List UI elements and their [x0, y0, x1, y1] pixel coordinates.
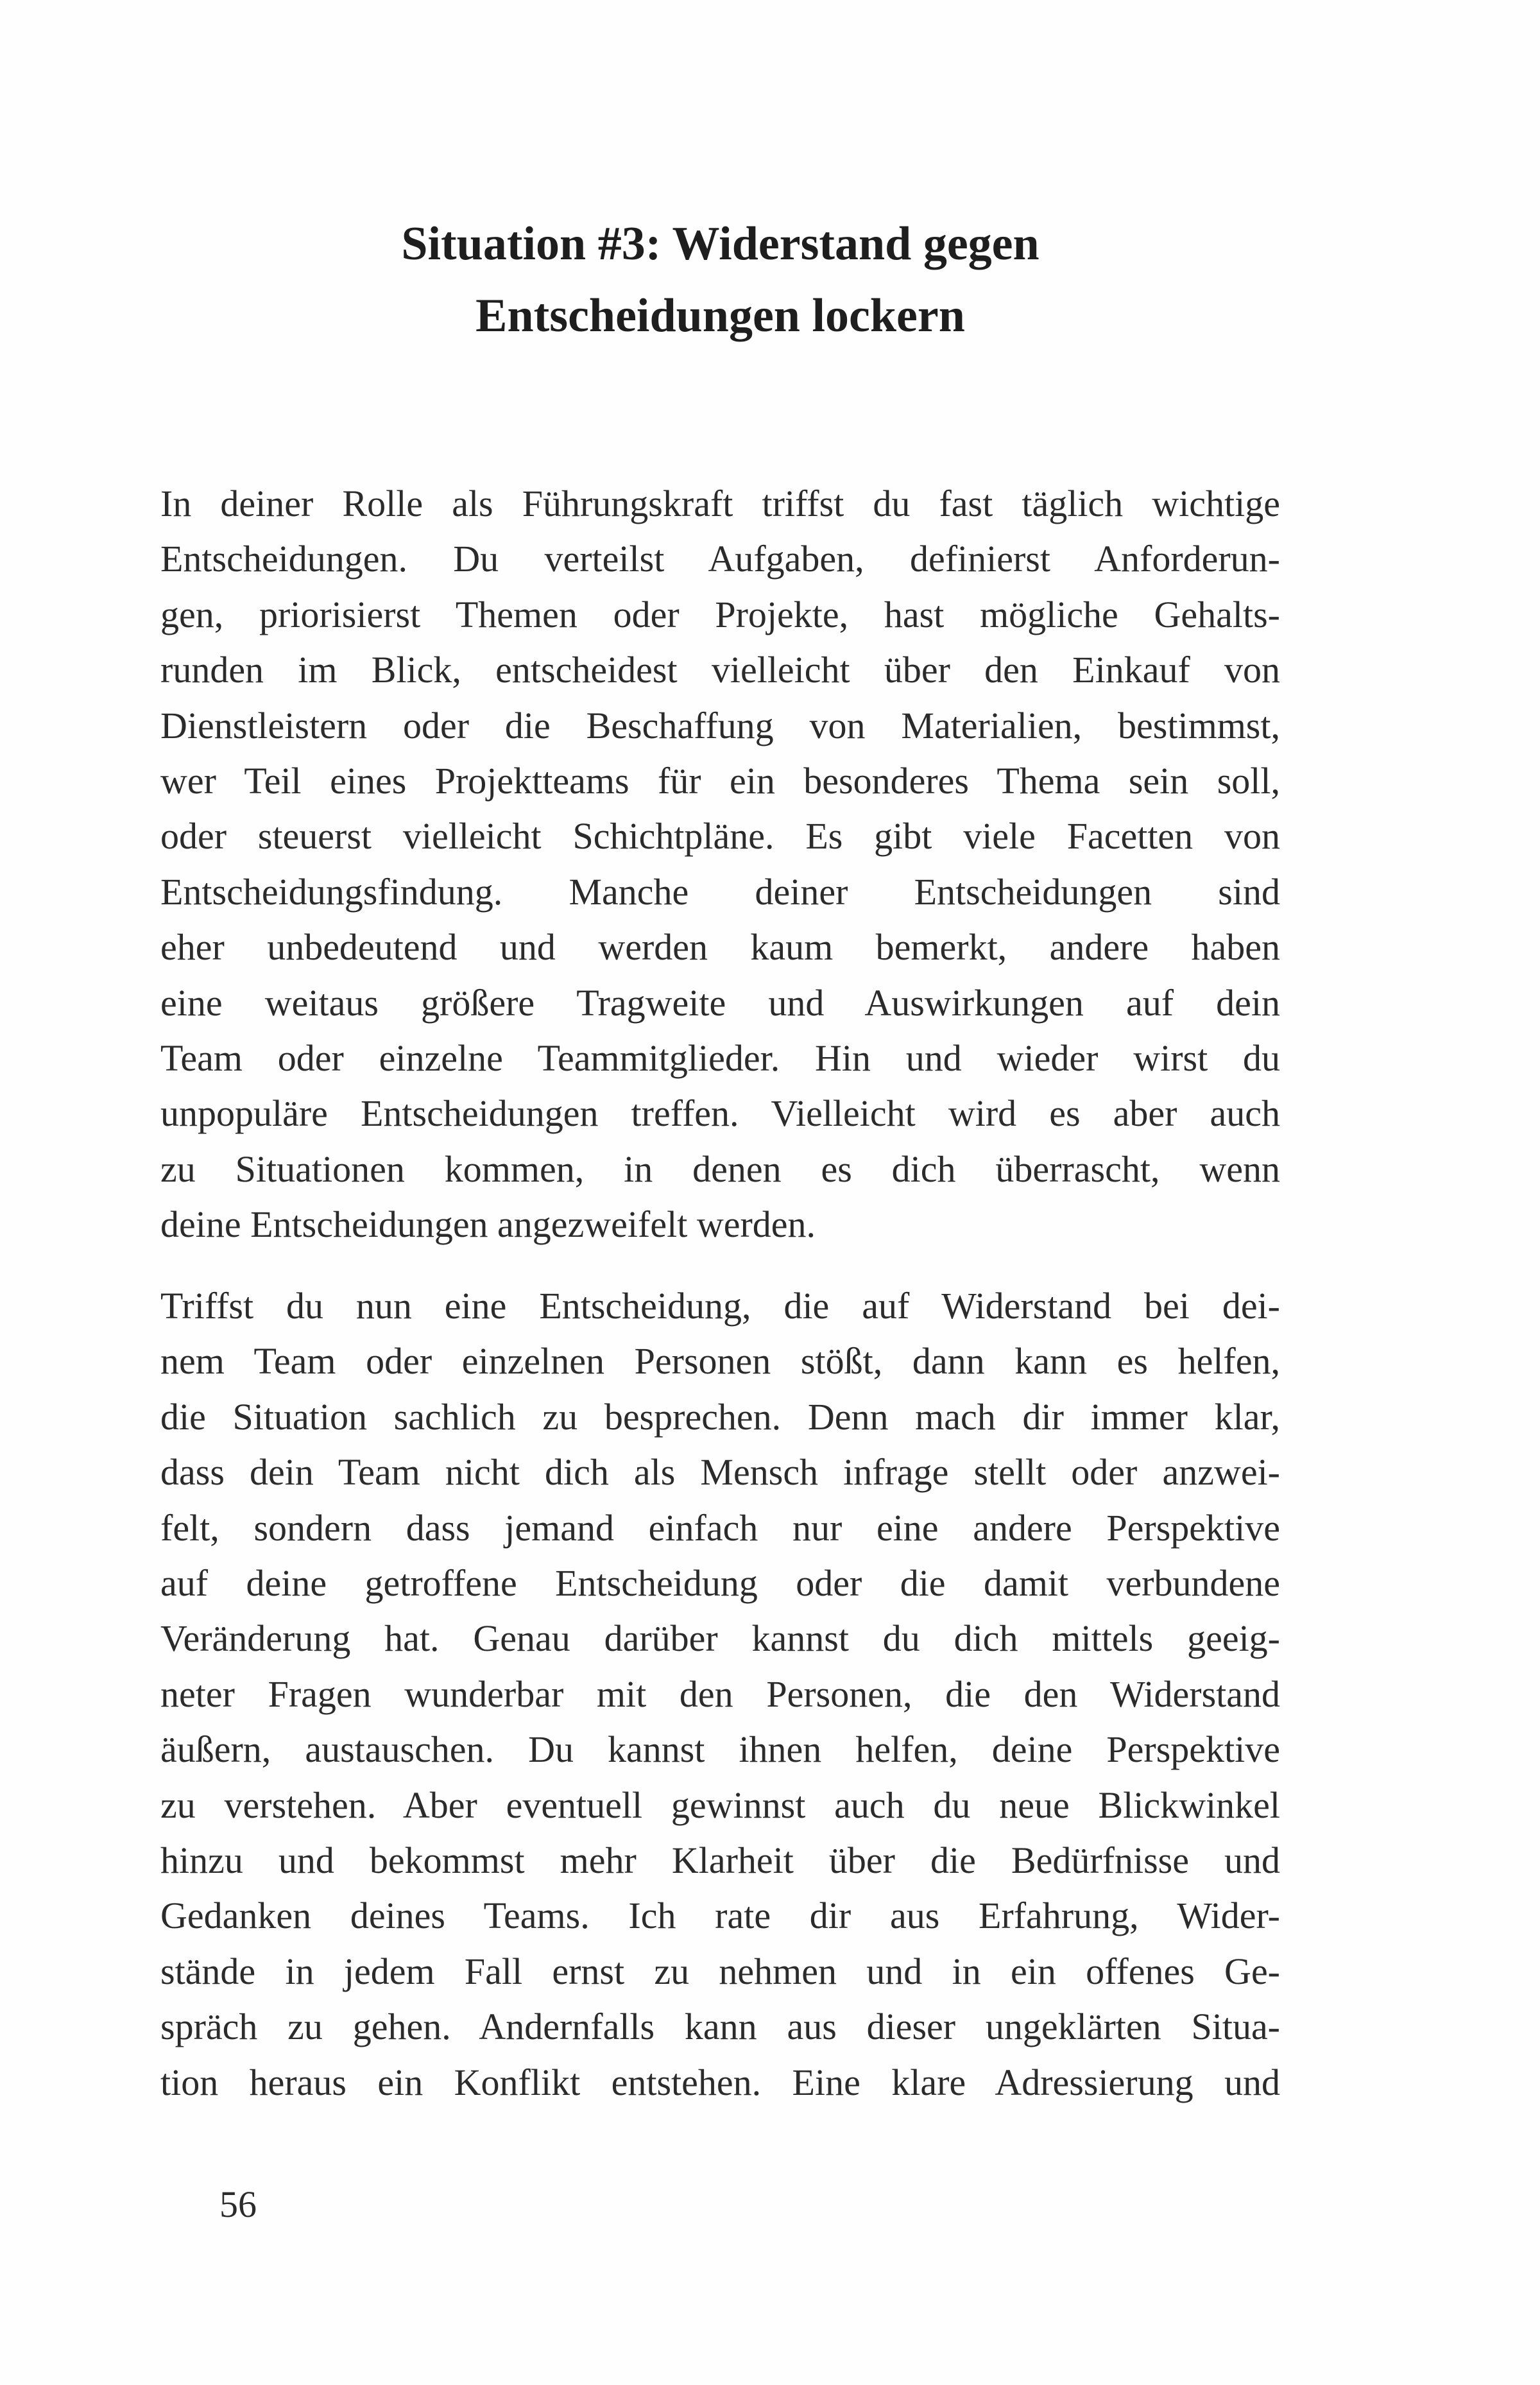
- paragraph-1-line: runden im Blick, entscheidest vielleicht über den Einkauf von: [160, 649, 1280, 691]
- paragraph-1-line: Entscheidungsfindung. Manche deiner Entscheidungen sind: [160, 870, 1280, 913]
- paragraph-2-line: felt, sondern dass jemand einfach nur eine andere Perspektive: [160, 1506, 1280, 1549]
- paragraph-1-line: Dienstleistern oder die Beschaffung von Materialien, bestimmst,: [160, 704, 1280, 746]
- paragraph-1-line: gen, priorisierst Themen oder Projekte, hast mögliche Gehalts-: [160, 593, 1280, 635]
- paragraph-1-line: eher unbedeutend und werden kaum bemerkt, andere haben: [160, 926, 1280, 969]
- paragraph-1-line: In deiner Rolle als Führungskraft triffst du fast täglich wichtige: [160, 483, 1280, 524]
- paragraph-2-line: neter Fragen wunderbar mit den Personen, die den Widerstand: [160, 1673, 1280, 1715]
- paragraph-1-line: zu Situationen kommen, in denen es dich überrascht, wenn: [160, 1148, 1280, 1190]
- section-heading-line-1: Situation #3: Widerstand gegen: [401, 218, 1040, 270]
- paragraph-2-line: dass dein Team nicht dich als Mensch infrage stellt oder anzwei-: [160, 1451, 1280, 1494]
- section-heading-line-2: Entscheidungen lockern: [475, 289, 965, 342]
- paragraph-1-line: oder steuerst vielleicht Schichtpläne. Es gibt viele Facetten von: [160, 815, 1280, 857]
- paragraph-2-line: stände in jedem Fall ernst zu nehmen und in ein offenes Ge-: [160, 1950, 1280, 1992]
- paragraph-2-line: Gedanken deines Teams. Ich rate dir aus Erfahrung, Wider-: [160, 1895, 1280, 1937]
- paragraph-2-line: Veränderung hat. Genau darüber kannst du dich mittels geeig-: [160, 1617, 1280, 1660]
- paragraph-1-line: Team oder einzelne Teammitglieder. Hin und wieder wirst du: [160, 1037, 1280, 1079]
- paragraph-2-line: äußern, austauschen. Du kannst ihnen helfen, deine Perspektive: [160, 1728, 1280, 1771]
- paragraph-2-line: hinzu und bekommst mehr Klarheit über die Bedürfnisse und: [160, 1839, 1280, 1881]
- paragraph-2-line: Triffst du nun eine Entscheidung, die auf Widerstand bei dei-: [160, 1285, 1280, 1327]
- paragraph-1-line: wer Teil eines Projektteams für ein besonderes Thema sein soll,: [160, 760, 1280, 802]
- paragraph-1-line: unpopuläre Entscheidungen treffen. Vielleicht wird es aber auch: [160, 1092, 1280, 1135]
- paragraph-2-line: tion heraus ein Konflikt entstehen. Eine klare Adressierung und: [160, 2061, 1280, 2103]
- paragraph-2-line: auf deine getroffene Entscheidung oder die damit verbundene: [160, 1562, 1280, 1604]
- paragraph-1-line: deine Entscheidungen angezweifelt werden.: [160, 1203, 816, 1246]
- paragraph-1-line: eine weitaus größere Tragweite und Auswirkungen auf dein: [160, 981, 1280, 1024]
- paragraph-1-line: Entscheidungen. Du verteilst Aufgaben, definierst Anforderun-: [160, 538, 1280, 580]
- paragraph-2-line: nem Team oder einzelnen Personen stößt, dann kann es helfen,: [160, 1340, 1280, 1382]
- paragraph-2-line: zu verstehen. Aber eventuell gewinnst auch du neue Blickwinkel: [160, 1784, 1280, 1826]
- paragraph-2-line: spräch zu gehen. Andernfalls kann aus dieser ungeklärten Situa-: [160, 2006, 1280, 2048]
- paragraph-2-line: die Situation sachlich zu besprechen. Denn mach dir immer klar,: [160, 1395, 1280, 1438]
- page-number: 56: [219, 2183, 257, 2225]
